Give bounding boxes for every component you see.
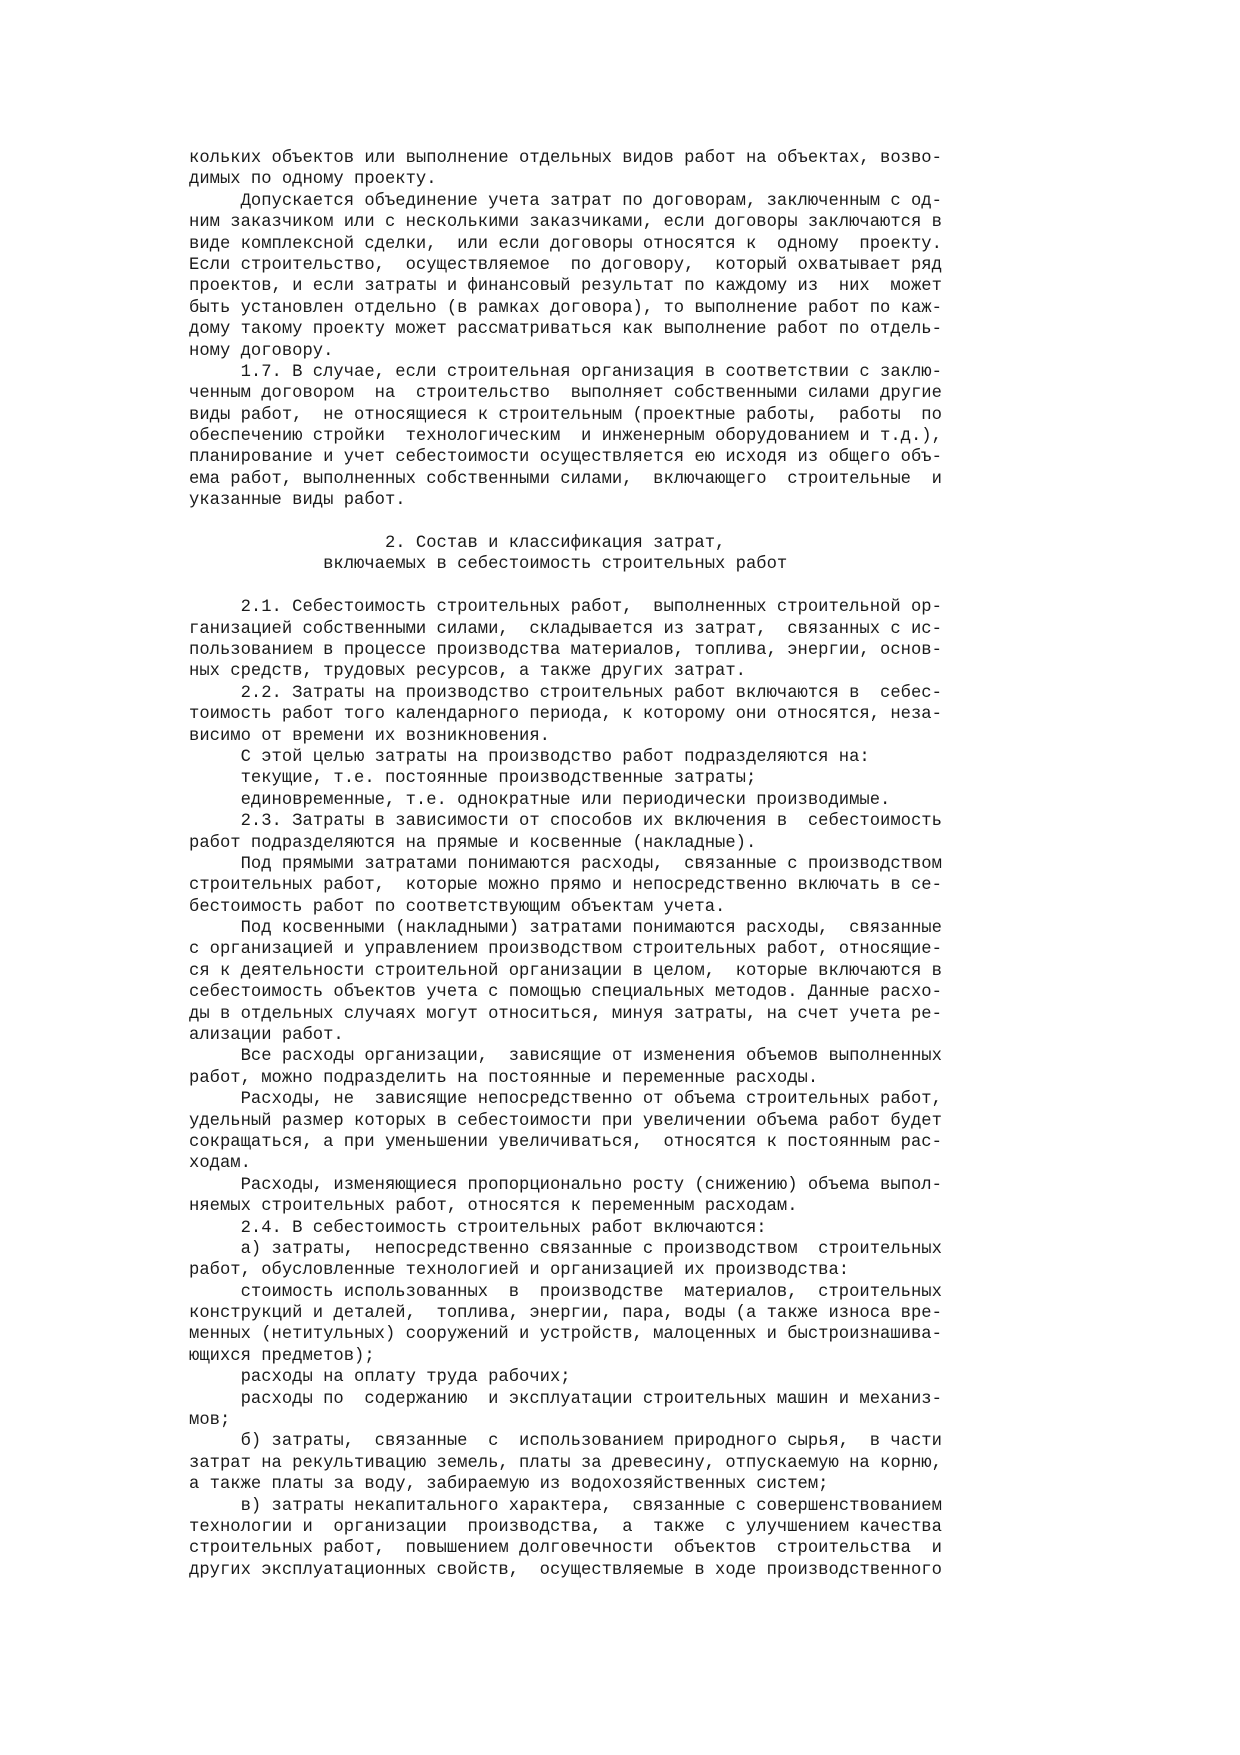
text-line: обеспечению стройки технологическим и инженерным оборудованием и т.д.),: [189, 427, 942, 447]
text-line: ся к деятельности строительной организации в целом, которые включаются в: [189, 961, 942, 981]
text-line: б) затраты, связанные с использованием природного сырья, в части: [189, 1432, 942, 1452]
text-line: ализации работ.: [189, 1026, 344, 1046]
text-line: а также платы за воду, забираемую из водохозяйственных систем;: [189, 1475, 829, 1495]
text-line: планирование и учет себестоимости осуществляется ею исходя из общего объ-: [189, 448, 942, 468]
text-line: а) затраты, непосредственно связанные с производством строительных: [189, 1239, 942, 1259]
text-line: с организацией и управлением производством строительных работ, относящие-: [189, 940, 942, 960]
text-line: висимо от времени их возникновения.: [189, 726, 550, 746]
text-line: виды работ, не относящиеся к строительным (проектные работы, работы по: [189, 405, 942, 425]
text-line: 1.7. В случае, если строительная организация в соответствии с заклю-: [189, 362, 942, 382]
text-line: проектов, и если затраты и финансовый результат по каждому из них может: [189, 277, 942, 297]
text-line: ема работ, выполненных собственными силами, включающего строительные и: [189, 469, 942, 489]
text-line: расходы по содержанию и эксплуатации строительных машин и механиз-: [189, 1389, 942, 1409]
text-line: ющихся предметов);: [189, 1346, 375, 1366]
text-line: 2.3. Затраты в зависимости от способов их включения в себестоимость: [189, 812, 942, 832]
text-line: пользованием в процессе производства материалов, топлива, энергии, основ-: [189, 640, 942, 660]
text-line: ченным договором на строительство выполняет собственными силами другие: [189, 384, 942, 404]
text-line: указанные виды работ.: [189, 491, 406, 511]
text-line: строительных работ, повышением долговечности объектов строительства и: [189, 1539, 942, 1559]
text-line: быть установлен отдельно (в рамках договора), то выполнение работ по каж-: [189, 298, 942, 318]
text-line: себестоимость объектов учета с помощью специальных методов. Данные расхо-: [189, 983, 942, 1003]
text-line: Расходы, изменяющиеся пропорционально росту (снижению) объема выпол-: [189, 1175, 942, 1195]
text-line: конструкций и деталей, топлива, энергии, пара, воды (а также износа вре-: [189, 1304, 942, 1324]
text-line: ному договору.: [189, 341, 334, 361]
text-line: менных (нетитульных) сооружений и устройств, малоценных и быстроизнашива-: [189, 1325, 942, 1345]
text-line: [189, 576, 1049, 597]
text-line: других эксплуатационных свойств, осуществляемые в ходе производственного: [189, 1560, 942, 1580]
text-line: ходам.: [189, 1154, 251, 1174]
text-line: С этой целью затраты на производство работ подразделяются на:: [189, 747, 870, 767]
text-line: работ подразделяются на прямые и косвенные (накладные).: [189, 833, 757, 853]
text-line: 2. Состав и классификация затрат,: [189, 534, 726, 554]
text-line: тоимость работ того календарного периода, к которому они относятся, неза-: [189, 705, 942, 725]
text-line: текущие, т.е. постоянные производственные затраты;: [189, 769, 757, 789]
text-line: единовременные, т.е. однократные или периодически производимые.: [189, 790, 891, 810]
text-line: Допускается объединение учета затрат по договорам, заключенным с од-: [189, 191, 942, 211]
text-line: ды в отдельных случаях могут относиться, минуя затраты, на счет учета ре-: [189, 1004, 942, 1024]
text-line: ных средств, трудовых ресурсов, а также других затрат.: [189, 662, 746, 682]
text-line: 2.1. Себестоимость строительных работ, выполненных строительной ор-: [189, 598, 942, 618]
text-line: в) затраты некапитального характера, связанные с совершенствованием: [189, 1496, 942, 1516]
text-line: стоимость использованных в производстве материалов, строительных: [189, 1282, 942, 1302]
text-line: работ, обусловленные технологией и организацией их производства:: [189, 1261, 850, 1281]
text-line: дому такому проекту может рассматриваться как выполнение работ по отдель-: [189, 320, 942, 340]
text-line: Под косвенными (накладными) затратами понимаются расходы, связанные: [189, 919, 942, 939]
text-line: 2.4. В себестоимость строительных работ включаются:: [189, 1218, 767, 1238]
text-line: затрат на рекультивацию земель, платы за древесину, отпускаемую на корню,: [189, 1453, 942, 1473]
text-line: ганизацией собственными силами, складывается из затрат, связанных с ис-: [189, 619, 942, 639]
text-line: Под прямыми затратами понимаются расходы, связанные с производством: [189, 854, 942, 874]
text-line: [189, 512, 1049, 533]
text-line: работ, можно подразделить на постоянные и переменные расходы.: [189, 1068, 819, 1088]
text-line: 2.2. Затраты на производство строительных работ включаются в себес-: [189, 683, 942, 703]
text-line: включаемых в себестоимость строительных работ: [189, 555, 788, 575]
text-line: технологии и организации производства, а также с улучшением качества: [189, 1518, 942, 1537]
text-line: виде комплексной сделки, или если договоры относятся к одному проекту.: [189, 234, 942, 254]
text-line: удельный размер которых в себестоимости при увеличении объема работ будет: [189, 1111, 942, 1131]
text-line: Расходы, не зависящие непосредственно от объема строительных работ,: [189, 1090, 942, 1110]
text-line: няемых строительных работ, относятся к переменным расходам.: [189, 1197, 798, 1217]
text-line: сокращаться, а при уменьшении увеличиваться, относятся к постоянным рас-: [189, 1132, 942, 1152]
text-line: Если строительство, осуществляемое по договору, который охватывает ряд: [189, 255, 942, 275]
text-line: димых по одному проекту.: [189, 170, 437, 190]
text-line: Все расходы организации, зависящие от изменения объемов выполненных: [189, 1047, 942, 1067]
document-page: [189, 148, 1049, 1581]
text-line: расходы на оплату труда рабочих;: [189, 1368, 571, 1388]
text-line: бестоимость работ по соответствующим объектам учета.: [189, 897, 726, 917]
text-line: мов;: [189, 1411, 231, 1431]
text-line: кольких объектов или выполнение отдельных видов работ на объектах, возво-: [189, 149, 942, 168]
text-line: строительных работ, которые можно прямо и непосредственно включать в се-: [189, 876, 942, 896]
text-line: ним заказчиком или с несколькими заказчиками, если договоры заключаются в: [189, 213, 942, 233]
